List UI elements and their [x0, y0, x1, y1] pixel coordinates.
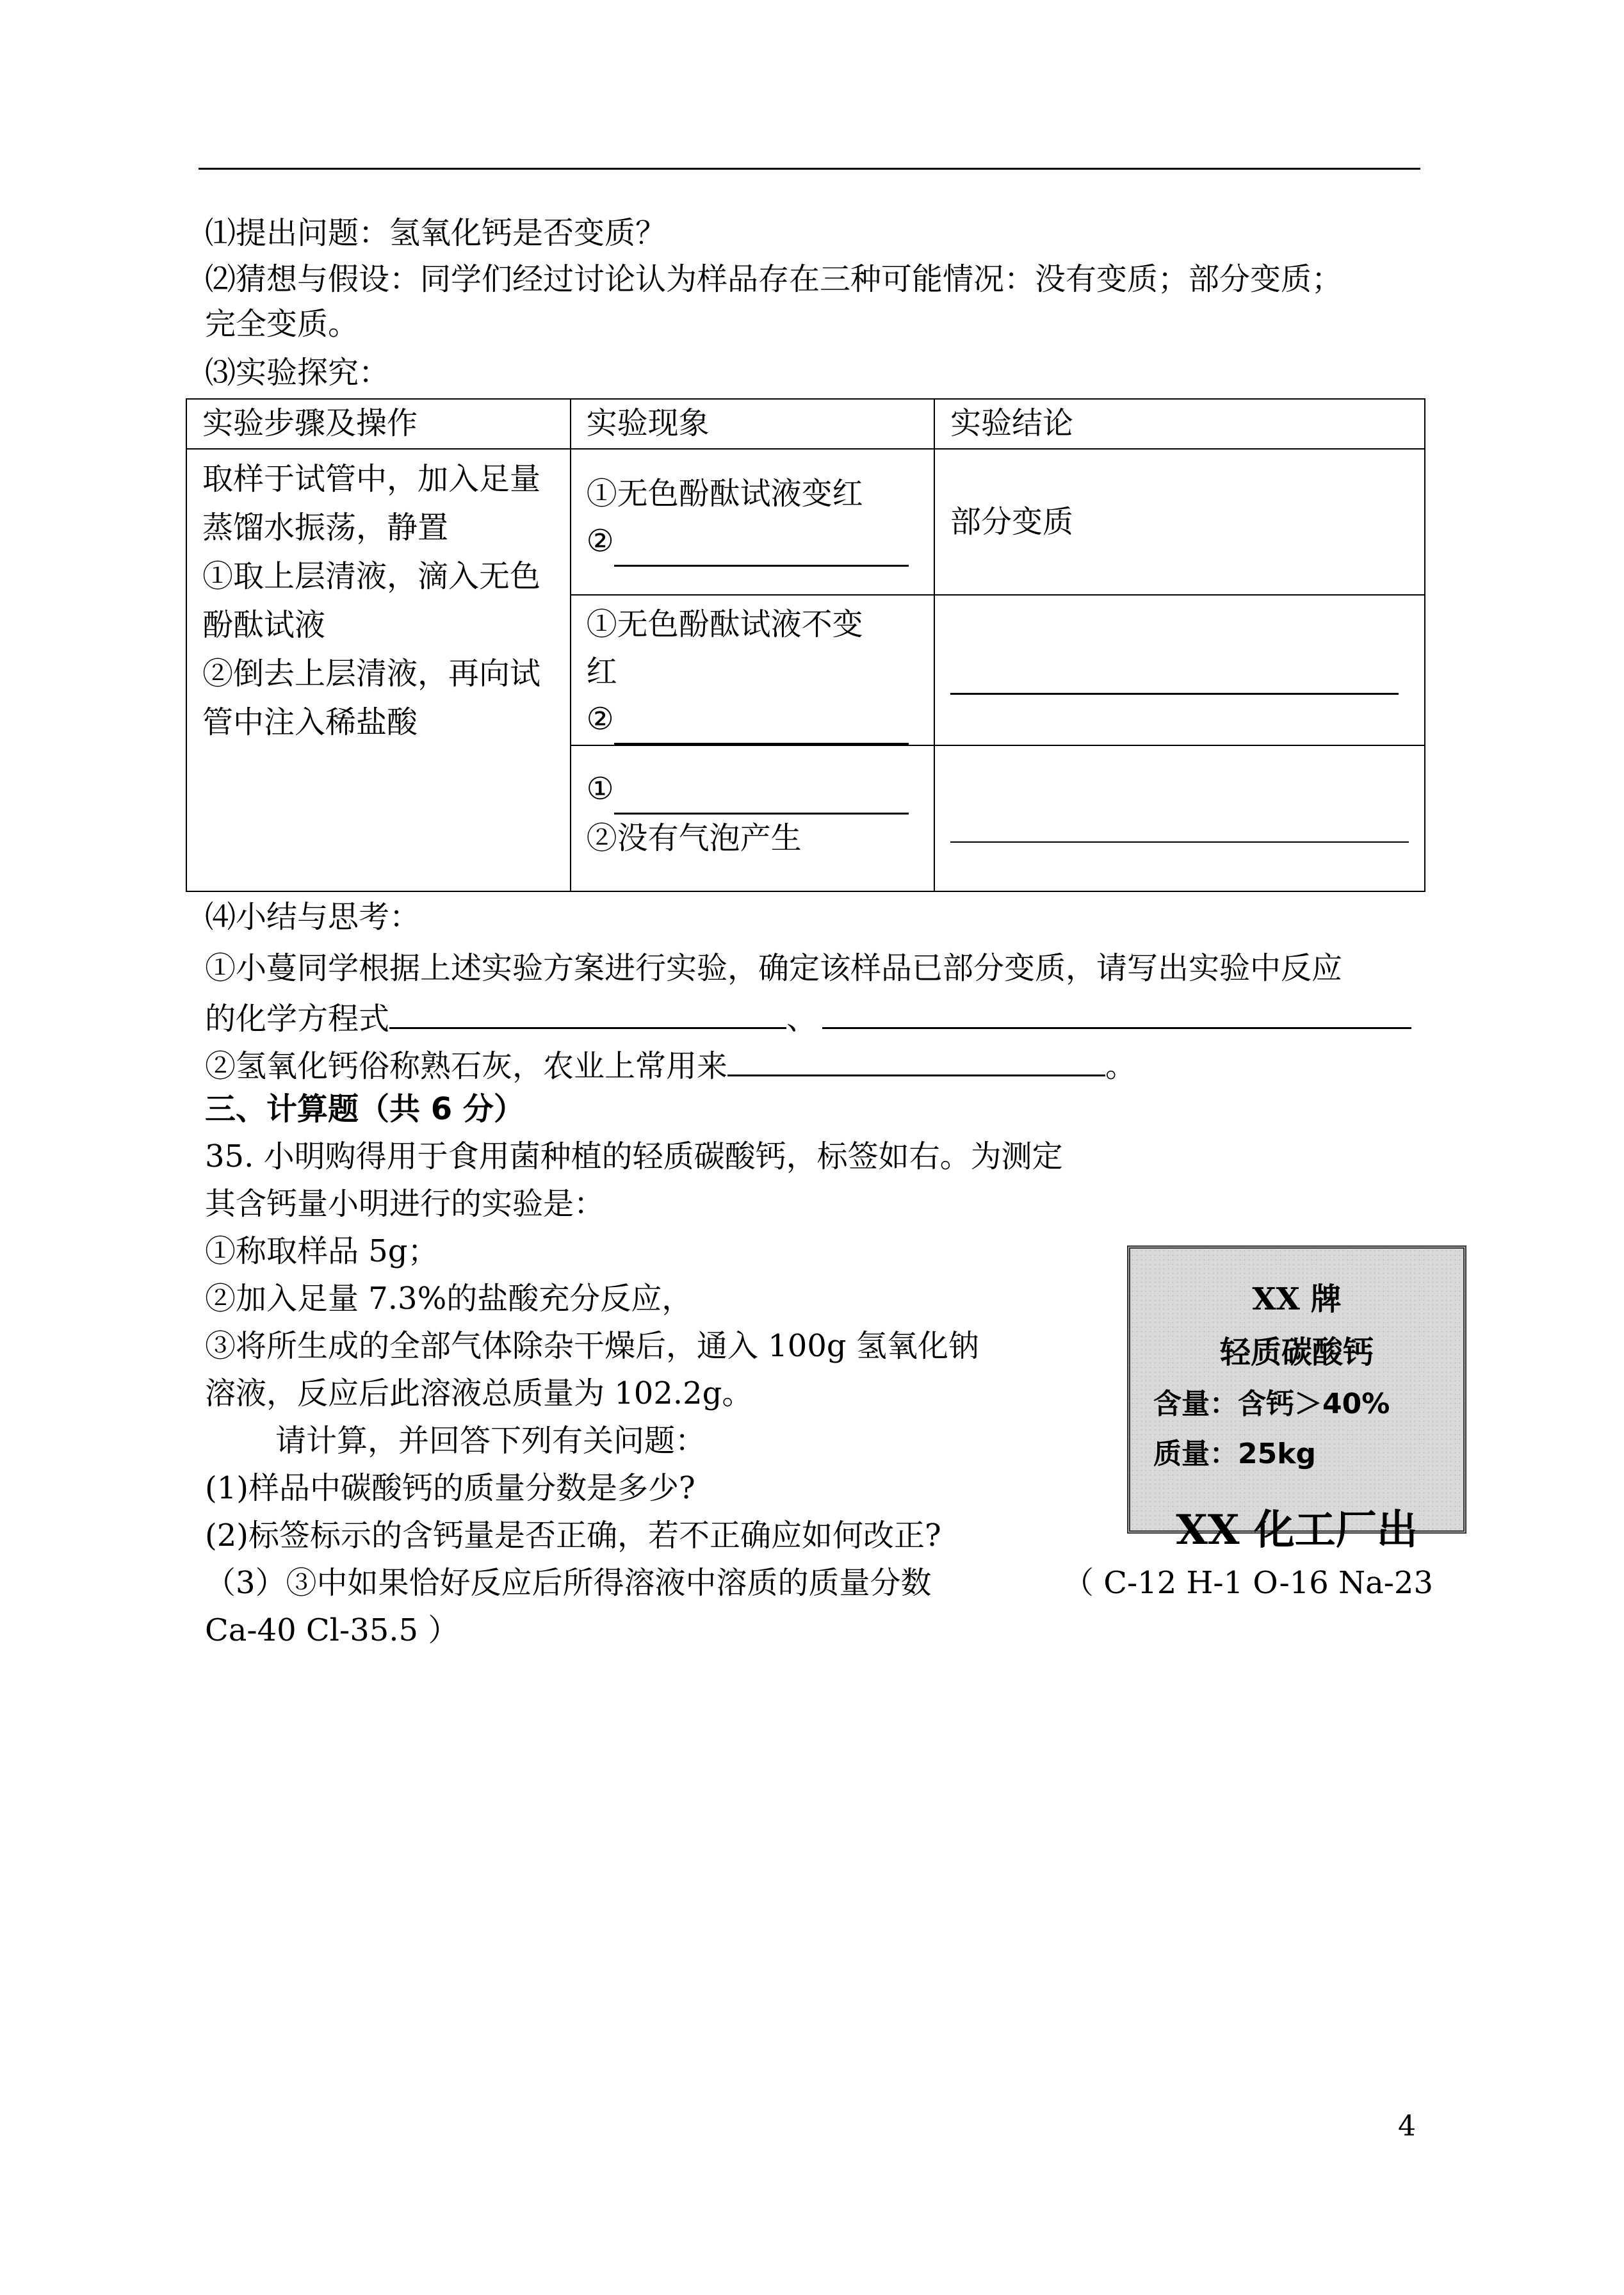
answer-blank[interactable] [614, 765, 909, 815]
calc-question-1: (1)样品中碳酸钙的质量分数是多少? [205, 1470, 695, 1506]
phenomenon-text: ②没有气泡产生 [586, 820, 802, 856]
equation-blank-2[interactable] [822, 994, 1411, 1029]
label-maker: XX 化工厂出 [1176, 1506, 1418, 1554]
label-product: 轻质碳酸钙 [1219, 1334, 1374, 1370]
step-line: 酚酞试液 [202, 607, 326, 643]
calc-question-3: （3）③中如果恰好反应后所得溶液中溶质的质量分数 [205, 1565, 932, 1601]
product-label [1127, 1245, 1466, 1554]
label-brand: XX 牌 [1252, 1281, 1342, 1317]
step-1: ①称取样品 5g； [205, 1233, 439, 1269]
atomic-masses: （ C-12 H-1 O-16 Na-23 [1063, 1565, 1433, 1601]
phenomenon-text: 红 [586, 654, 617, 690]
answer-blank[interactable] [614, 695, 909, 745]
table-header-conclusion: 实验结论 [934, 399, 1425, 449]
step-line: ①取上层清液，滴入无色 [202, 558, 541, 594]
equation-blank-1[interactable] [389, 994, 786, 1029]
section-3-title: 三、计算题（共 6 分） [205, 1091, 524, 1127]
answer-blank[interactable] [950, 794, 1409, 843]
experiment-table [186, 398, 1425, 892]
question-4-line-2: 的化学方程式 、 [205, 994, 1411, 1039]
answer-blank[interactable] [614, 517, 909, 567]
question-2-line-2: 完全变质。 [205, 306, 359, 342]
step-3-line-2: 溶液，反应后此溶液总质量为 102.2g。 [205, 1375, 753, 1411]
phenomenon-text: ② [586, 701, 614, 737]
step-line: 管中注入稀盐酸 [202, 704, 418, 740]
question-2-line-1: ⑵猜想与假设：同学们经过讨论认为样品存在三种可能情况：没有变质；部分变质； [205, 261, 1343, 297]
step-3-line-1: ③将所生成的全部气体除杂干燥后，通入 100g 氢氧化钠 [205, 1328, 979, 1364]
row1-phenomenon [571, 449, 934, 595]
question-4-line-3: ②氢氧化钙俗称熟石灰，农业上常用来 。 [205, 1041, 1136, 1087]
use-blank[interactable] [727, 1041, 1105, 1076]
problem-35-line-1: 35. 小明购得用于食用菌种植的轻质碳酸钙，标签如右。为测定 [205, 1139, 1063, 1174]
row3-conclusion [934, 745, 1425, 891]
steps-cell [186, 449, 571, 891]
header-rule [199, 168, 1420, 170]
atomic-masses-2: Ca-40 Cl-35.5 ） [205, 1612, 459, 1648]
step-line: 取样于试管中，加入足量 [202, 461, 541, 497]
table-header-phenomenon: 实验现象 [571, 399, 934, 449]
row3-phenomenon [571, 745, 934, 891]
answer-blank[interactable] [950, 645, 1399, 695]
phenomenon-text: ①无色酚酞试液不变 [586, 606, 863, 642]
label-mass: 质量：25kg [1153, 1438, 1316, 1470]
row2-phenomenon [571, 595, 934, 745]
table-header-steps: 实验步骤及操作 [186, 399, 571, 449]
question-3: ⑶实验探究： [205, 355, 390, 391]
label-content: 含量：含钙＞40% [1153, 1388, 1390, 1420]
problem-35-line-2: 其含钙量小明进行的实验是： [205, 1186, 605, 1222]
step-2: ②加入足量 7.3%的盐酸充分反应， [205, 1281, 693, 1317]
question-1: ⑴提出问题：氢氧化钙是否变质？ [205, 215, 667, 251]
row1-conclusion: 部分变质 [934, 449, 1425, 595]
phenomenon-text: ① [586, 771, 614, 807]
page-number: 4 [1398, 2110, 1416, 2143]
question-4: ⑷小结与思考： [205, 899, 421, 935]
question-4-line-1: ①小蔓同学根据上述实验方案进行实验，确定该样品已部分变质，请写出实验中反应 [205, 950, 1343, 986]
calc-instruction: 请计算，并回答下列有关问题： [275, 1423, 706, 1459]
row2-conclusion [934, 595, 1425, 745]
phenomenon-text: ② [586, 523, 614, 559]
calc-question-2: (2)标签标示的含钙量是否正确，若不正确应如何改正? [205, 1518, 941, 1553]
step-line: ②倒去上层清液，再向试 [202, 656, 541, 692]
step-line: 蒸馏水振荡，静置 [202, 510, 449, 546]
phenomenon-text: ①无色酚酞试液变红 [586, 476, 863, 512]
